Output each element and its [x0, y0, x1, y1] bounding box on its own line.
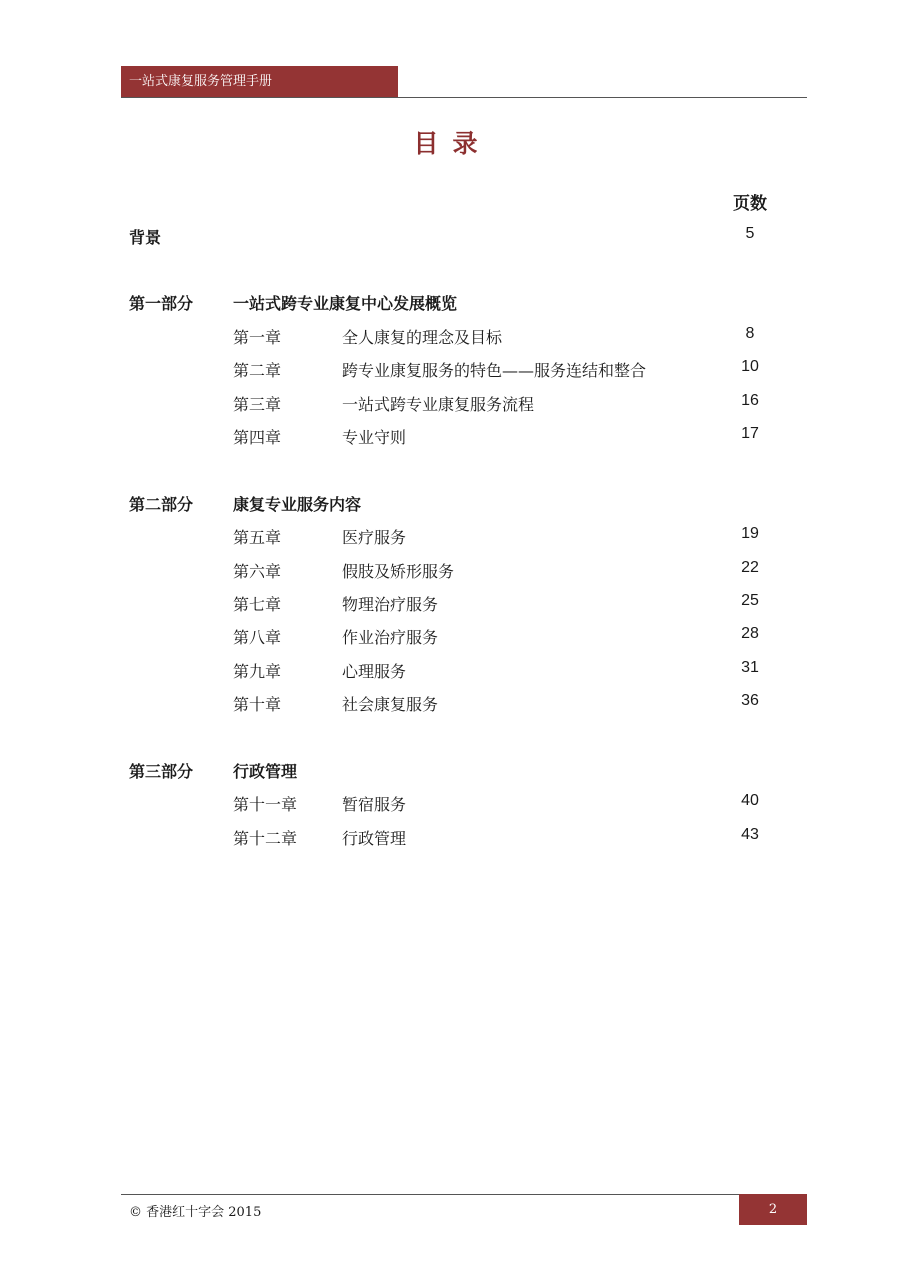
part-label: 第二部分 — [129, 495, 194, 514]
chapter-title: 一站式跨专业康复服务流程 — [342, 395, 535, 414]
toc-part-1[interactable] — [0, 291, 905, 315]
toc-chapter-row[interactable] — [0, 659, 905, 683]
chapter-title: 专业守则 — [342, 428, 407, 447]
chapter-number: 第九章 — [233, 662, 282, 681]
toc-title: 目录 — [413, 129, 492, 158]
chapter-page: 31 — [741, 659, 759, 676]
chapter-title: 行政管理 — [342, 829, 407, 848]
background-page: 5 — [745, 225, 755, 242]
chapter-page: 8 — [745, 325, 755, 342]
chapter-number: 第十二章 — [233, 829, 298, 848]
chapter-number: 第一章 — [233, 328, 282, 347]
toc-part-3[interactable] — [0, 759, 905, 783]
toc-chapter-row[interactable] — [0, 792, 905, 816]
header-rule — [121, 97, 807, 98]
chapter-title: 跨专业康复服务的特色——服务连结和整合 — [342, 361, 647, 380]
pages-column-heading: 页数 — [733, 194, 767, 214]
toc-chapter-row[interactable] — [0, 425, 905, 449]
chapter-page: 40 — [741, 792, 759, 809]
chapter-title: 社会康复服务 — [342, 695, 439, 714]
chapter-title: 作业治疗服务 — [342, 628, 439, 647]
toc-chapter-row[interactable] — [0, 592, 905, 616]
chapter-title: 物理治疗服务 — [342, 595, 439, 614]
toc-part-2[interactable] — [0, 492, 905, 516]
part-label: 第一部分 — [129, 294, 194, 313]
toc-chapter-row[interactable] — [0, 625, 905, 649]
chapter-page: 22 — [741, 559, 759, 576]
toc-chapter-row[interactable] — [0, 525, 905, 549]
chapter-page: 17 — [741, 425, 759, 442]
chapter-number: 第三章 — [233, 395, 282, 414]
toc-chapter-row[interactable] — [0, 692, 905, 716]
chapter-number: 第二章 — [233, 361, 282, 380]
chapter-number: 第五章 — [233, 528, 282, 547]
background-label: 背景 — [129, 228, 162, 247]
chapter-page: 25 — [741, 592, 759, 609]
footer-copyright: © 香港红十字会 2015 — [129, 1205, 262, 1220]
part-label: 第三部分 — [129, 762, 194, 781]
toc-chapter-row[interactable] — [0, 325, 905, 349]
footer-page-number: 2 — [739, 1194, 807, 1225]
part-title: 行政管理 — [233, 762, 298, 781]
chapter-title: 全人康复的理念及目标 — [342, 328, 503, 347]
footer-rule — [121, 1194, 739, 1195]
chapter-title: 假肢及矫形服务 — [342, 562, 455, 581]
toc-chapter-row[interactable] — [0, 392, 905, 416]
chapter-number: 第四章 — [233, 428, 282, 447]
chapter-page: 43 — [741, 826, 759, 843]
running-header: 一站式康复服务管理手册 — [121, 66, 398, 98]
chapter-number: 第七章 — [233, 595, 282, 614]
toc-entry-background[interactable] — [0, 225, 905, 249]
chapter-number: 第八章 — [233, 628, 282, 647]
chapter-title: 暂宿服务 — [342, 795, 407, 814]
toc-chapter-row[interactable] — [0, 559, 905, 583]
chapter-page: 36 — [741, 692, 759, 709]
part-title: 一站式跨专业康复中心发展概览 — [233, 294, 458, 313]
chapter-page: 19 — [741, 525, 759, 542]
toc-chapter-row[interactable] — [0, 826, 905, 850]
chapter-number: 第十一章 — [233, 795, 298, 814]
chapter-page: 28 — [741, 625, 759, 642]
part-title: 康复专业服务内容 — [233, 495, 362, 514]
chapter-number: 第六章 — [233, 562, 282, 581]
chapter-number: 第十章 — [233, 695, 282, 714]
toc-chapter-row[interactable] — [0, 358, 905, 382]
chapter-title: 医疗服务 — [342, 528, 407, 547]
chapter-page: 10 — [741, 358, 759, 375]
chapter-page: 16 — [741, 392, 759, 409]
chapter-title: 心理服务 — [342, 662, 407, 681]
